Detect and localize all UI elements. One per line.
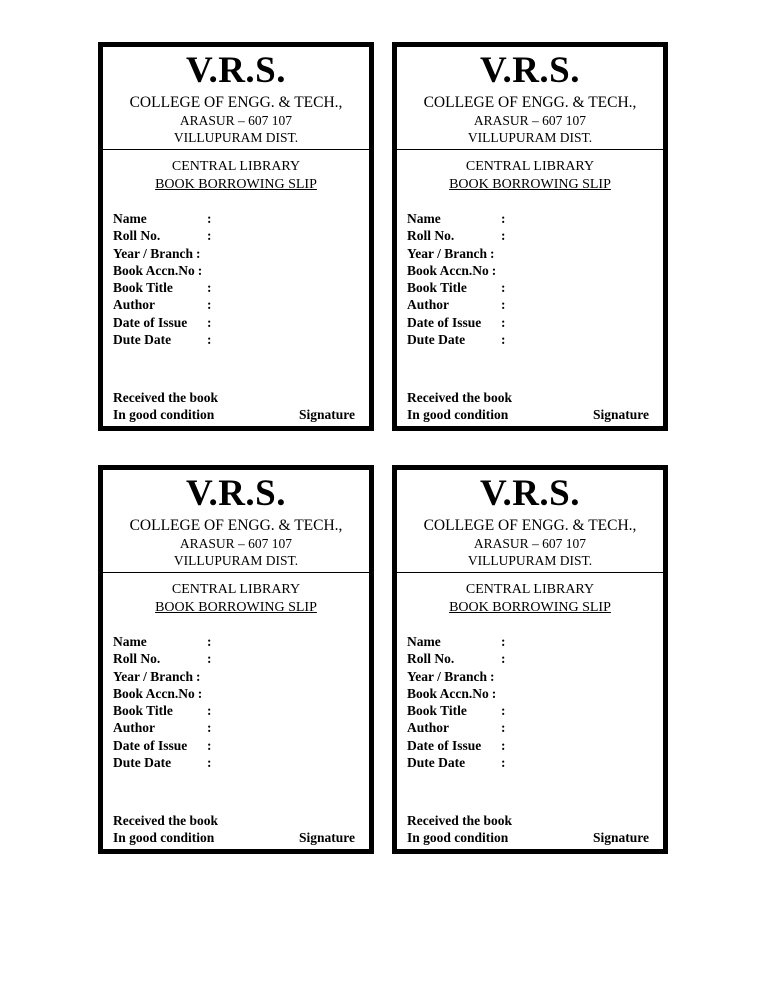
field-due-date (407, 331, 663, 348)
field-due-date (113, 754, 369, 771)
field-label: Date of Issue (407, 737, 482, 753)
field-colon: : (501, 332, 506, 348)
college-logo-title: V.R.S. (186, 50, 286, 91)
borrowing-slip (392, 42, 668, 431)
college-address-line2: VILLUPURAM DIST. (173, 553, 299, 568)
slip-header (397, 470, 663, 573)
college-address-line1: ARASUR – 607 107 (179, 113, 293, 128)
slip-fields (397, 633, 663, 771)
college-name: COLLEGE OF ENGG. & TECH., (129, 517, 343, 534)
field-label: Dute Date (407, 332, 466, 348)
field-label: Roll No. (113, 228, 161, 244)
signature-label: Signature (592, 830, 649, 845)
field-year-branch (113, 245, 369, 262)
field-label: Author (113, 297, 156, 313)
field-due-date (113, 331, 369, 348)
field-due-date (407, 754, 663, 771)
field-name (407, 210, 663, 227)
college-name: COLLEGE OF ENGG. & TECH., (423, 94, 637, 111)
field-book-title (113, 702, 369, 719)
slip-header (103, 47, 369, 150)
field-label: Roll No. (113, 651, 161, 667)
received-line1: Received the book (113, 390, 218, 405)
field-colon: : (501, 703, 506, 719)
college-address-line2: VILLUPURAM DIST. (173, 130, 299, 145)
field-author (113, 296, 369, 313)
college-name: COLLEGE OF ENGG. & TECH., (423, 517, 637, 534)
field-colon: : (207, 737, 212, 753)
received-line2: In good condition (113, 407, 215, 422)
signature-label: Signature (298, 407, 355, 422)
field-label: Date of Issue (113, 737, 188, 753)
field-colon: : (501, 314, 506, 330)
field-label: Date of Issue (113, 314, 188, 330)
received-line2: In good condition (113, 830, 215, 845)
field-name (113, 210, 369, 227)
received-line1: Received the book (113, 813, 218, 828)
library-name: CENTRAL LIBRARY (465, 582, 595, 597)
field-colon: : (207, 280, 212, 296)
field-label: Name (113, 211, 147, 226)
field-roll-no (113, 227, 369, 244)
field-colon: : (207, 314, 212, 330)
field-colon: : (207, 228, 212, 244)
field-label: Author (113, 720, 156, 736)
field-author (407, 719, 663, 736)
form-title: BOOK BORROWING SLIP (449, 600, 611, 615)
signature-label: Signature (298, 830, 355, 845)
received-line1: Received the book (407, 813, 512, 828)
college-address-line2: VILLUPURAM DIST. (467, 553, 593, 568)
field-colon: : (197, 685, 203, 701)
field-colon: : (501, 755, 506, 771)
library-heading (397, 581, 663, 617)
slip-fields (103, 633, 369, 771)
field-colon: : (501, 720, 506, 736)
field-colon: : (207, 720, 212, 736)
field-label: Dute Date (113, 332, 172, 348)
field-label: Book Accn.No (113, 262, 195, 278)
field-label: Name (407, 634, 441, 649)
college-logo-title: V.R.S. (480, 50, 580, 91)
field-colon: : (207, 297, 212, 313)
slip-fields (397, 210, 663, 348)
field-label: Book Title (113, 703, 173, 719)
field-year-branch (407, 668, 663, 685)
field-label: Year / Branch (407, 245, 487, 261)
field-book-accn-no (113, 685, 369, 702)
field-book-title (407, 279, 663, 296)
borrowing-slip (98, 42, 374, 431)
borrowing-slip (392, 465, 668, 854)
slip-header (103, 470, 369, 573)
library-name: CENTRAL LIBRARY (171, 159, 301, 174)
field-colon: : (491, 262, 497, 278)
field-label: Name (407, 211, 441, 226)
field-label: Dute Date (407, 755, 466, 771)
field-year-branch (113, 668, 369, 685)
field-colon: : (207, 755, 212, 771)
field-label: Book Accn.No (407, 685, 489, 701)
field-label: Book Title (407, 280, 467, 296)
field-name (113, 633, 369, 650)
field-label: Name (113, 634, 147, 649)
library-heading (103, 158, 369, 194)
field-colon: : (207, 332, 212, 348)
field-author (113, 719, 369, 736)
field-author (407, 296, 663, 313)
field-date-of-issue (113, 314, 369, 331)
signature-label: Signature (592, 407, 649, 422)
field-colon: : (207, 703, 212, 719)
field-label: Book Title (113, 280, 173, 296)
slip-fields (103, 210, 369, 348)
field-date-of-issue (407, 314, 663, 331)
field-book-accn-no (407, 685, 663, 702)
field-label: Author (407, 720, 450, 736)
field-label: Year / Branch (113, 668, 193, 684)
slip-footer (407, 812, 649, 846)
field-book-accn-no (407, 262, 663, 279)
slip-footer (113, 812, 355, 846)
college-name: COLLEGE OF ENGG. & TECH., (129, 94, 343, 111)
received-line1: Received the book (407, 390, 512, 405)
field-colon: : (501, 634, 506, 649)
field-book-title (113, 279, 369, 296)
field-colon: : (207, 634, 212, 649)
slip-footer (407, 389, 649, 423)
field-colon: : (196, 245, 201, 261)
field-colon: : (197, 262, 203, 278)
field-roll-no (407, 227, 663, 244)
college-address-line1: ARASUR – 607 107 (179, 536, 293, 551)
field-label: Date of Issue (407, 314, 482, 330)
received-line2: In good condition (407, 830, 509, 845)
college-logo-title: V.R.S. (480, 473, 580, 514)
form-title: BOOK BORROWING SLIP (155, 600, 317, 615)
slip-footer (113, 389, 355, 423)
field-colon: : (501, 211, 506, 226)
field-colon: : (501, 280, 506, 296)
field-colon: : (501, 651, 506, 667)
field-date-of-issue (113, 737, 369, 754)
field-colon: : (501, 228, 506, 244)
library-heading (397, 158, 663, 194)
field-name (407, 633, 663, 650)
field-label: Book Title (407, 703, 467, 719)
field-label: Author (407, 297, 450, 313)
field-label: Dute Date (113, 755, 172, 771)
college-address-line2: VILLUPURAM DIST. (467, 130, 593, 145)
college-address-line1: ARASUR – 607 107 (473, 113, 587, 128)
field-label: Roll No. (407, 651, 455, 667)
field-colon: : (491, 685, 497, 701)
field-year-branch (407, 245, 663, 262)
field-date-of-issue (407, 737, 663, 754)
library-name: CENTRAL LIBRARY (171, 582, 301, 597)
field-label: Book Accn.No (407, 262, 489, 278)
form-title: BOOK BORROWING SLIP (155, 177, 317, 192)
college-logo-title: V.R.S. (186, 473, 286, 514)
slip-header (397, 47, 663, 150)
field-book-accn-no (113, 262, 369, 279)
college-address-line1: ARASUR – 607 107 (473, 536, 587, 551)
field-roll-no (113, 650, 369, 667)
library-name: CENTRAL LIBRARY (465, 159, 595, 174)
borrowing-slip (98, 465, 374, 854)
field-roll-no (407, 650, 663, 667)
field-label: Year / Branch (113, 245, 193, 261)
field-colon: : (490, 668, 495, 684)
field-label: Roll No. (407, 228, 455, 244)
field-colon: : (207, 651, 212, 667)
field-colon: : (501, 297, 506, 313)
field-colon: : (490, 245, 495, 261)
field-colon: : (501, 737, 506, 753)
form-title: BOOK BORROWING SLIP (449, 177, 611, 192)
field-label: Year / Branch (407, 668, 487, 684)
field-colon: : (196, 668, 201, 684)
received-line2: In good condition (407, 407, 509, 422)
field-label: Book Accn.No (113, 685, 195, 701)
field-colon: : (207, 211, 212, 226)
field-book-title (407, 702, 663, 719)
library-heading (103, 581, 369, 617)
